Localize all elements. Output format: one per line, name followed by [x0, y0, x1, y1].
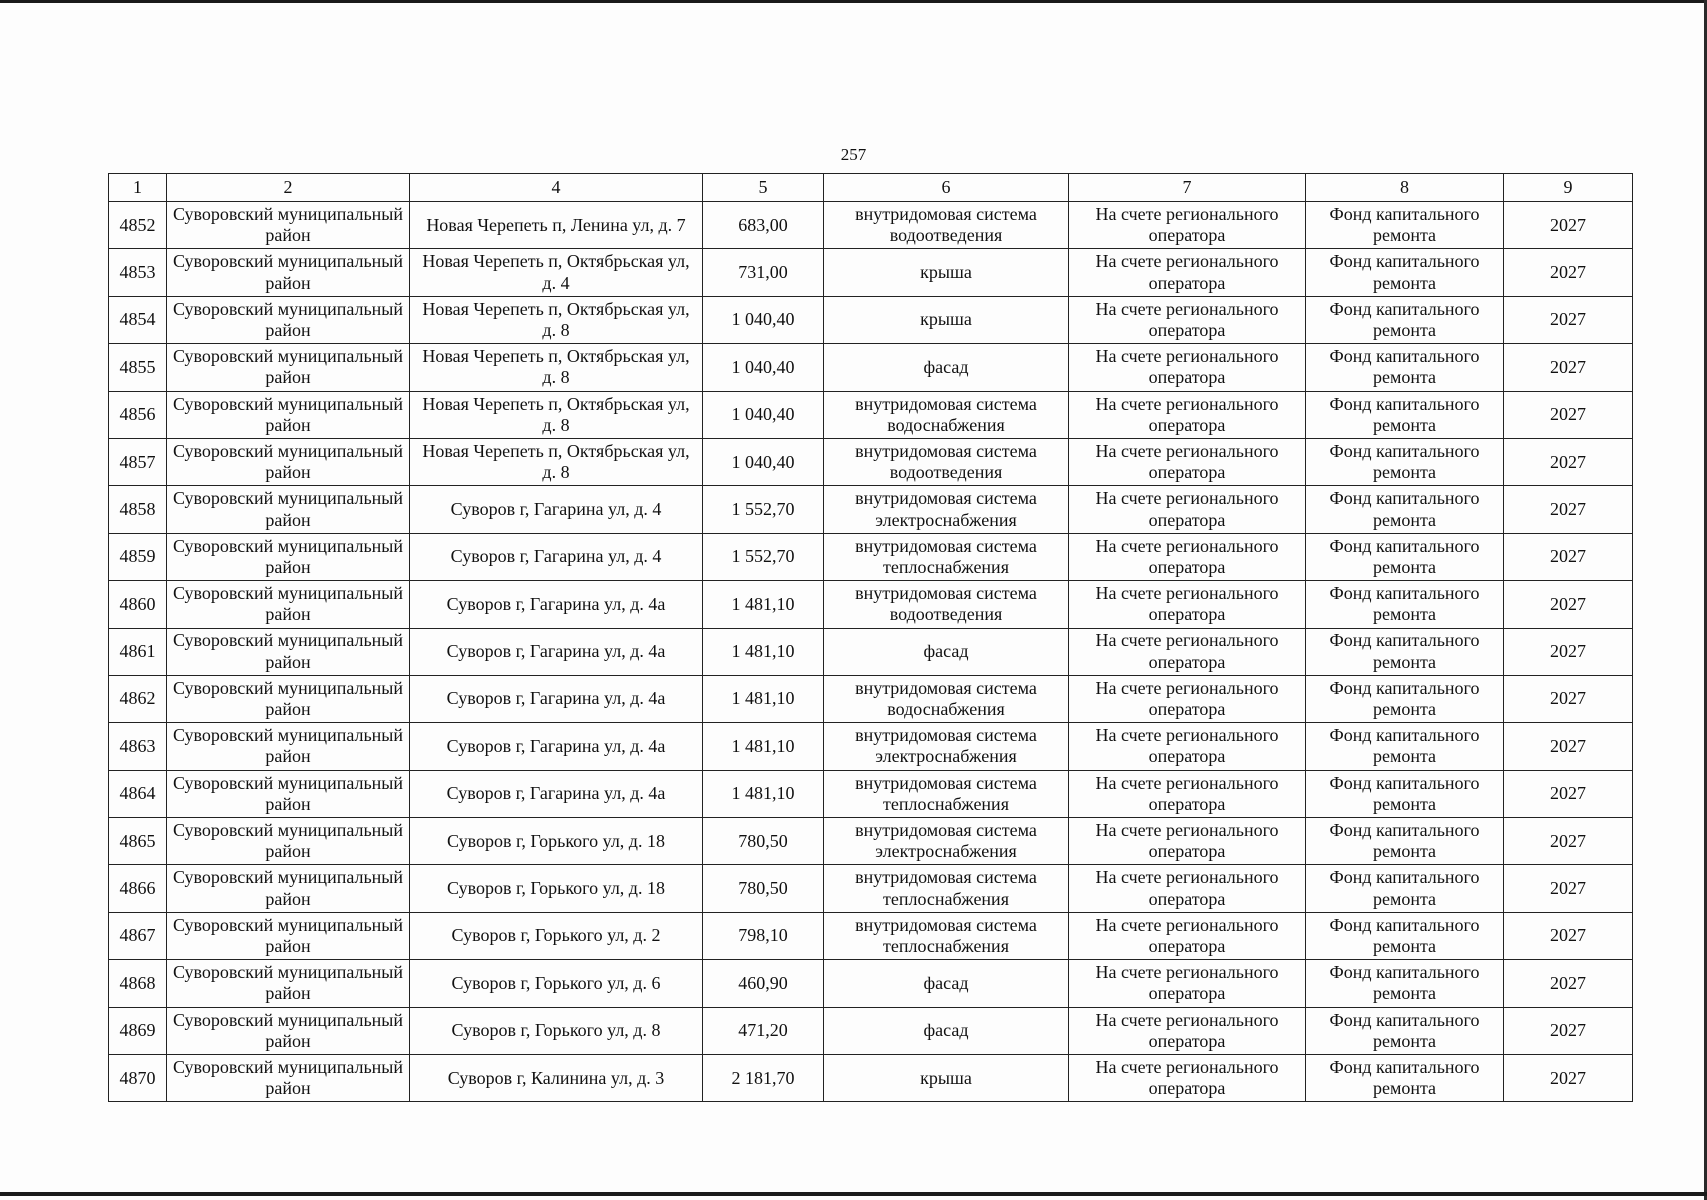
area-cell: 1 481,10 — [703, 628, 824, 675]
column-header: 9 — [1504, 174, 1633, 202]
address-cell: Суворов г, Гагарина ул, д. 4а — [410, 581, 703, 628]
address-cell: Суворов г, Горького ул, д. 18 — [410, 818, 703, 865]
funding-source-cell: Фонд капитального ремонта — [1306, 344, 1504, 391]
column-header: 2 — [167, 174, 410, 202]
table-row — [109, 249, 1633, 296]
column-header: 8 — [1306, 174, 1504, 202]
year-cell: 2027 — [1504, 960, 1633, 1007]
table-row — [109, 438, 1633, 485]
account-type-cell: На счете регионального оператора — [1069, 486, 1306, 533]
table-row — [109, 770, 1633, 817]
address-cell: Суворов г, Гагарина ул, д. 4 — [410, 486, 703, 533]
table-row — [109, 960, 1633, 1007]
work-type-cell: внутридомовая система теплоснабжения — [824, 770, 1069, 817]
year-cell: 2027 — [1504, 533, 1633, 580]
work-type-cell: фасад — [824, 344, 1069, 391]
table-row — [109, 865, 1633, 912]
address-cell: Новая Черепеть п, Октябрьская ул, д. 8 — [410, 438, 703, 485]
account-type-cell: На счете регионального оператора — [1069, 628, 1306, 675]
district-cell: Суворовский муниципальный район — [167, 391, 410, 438]
year-cell: 2027 — [1504, 675, 1633, 722]
area-cell: 1 481,10 — [703, 581, 824, 628]
page-number: 257 — [840, 145, 867, 164]
row-number-cell: 4859 — [109, 533, 167, 580]
row-number-cell: 4857 — [109, 438, 167, 485]
table-row — [109, 818, 1633, 865]
row-number-cell: 4868 — [109, 960, 167, 1007]
address-cell: Новая Черепеть п, Октябрьская ул, д. 4 — [410, 249, 703, 296]
table-row — [109, 344, 1633, 391]
address-cell: Новая Черепеть п, Октябрьская ул, д. 8 — [410, 344, 703, 391]
address-cell: Суворов г, Горького ул, д. 2 — [410, 912, 703, 959]
table-row — [109, 1007, 1633, 1054]
funding-source-cell: Фонд капитального ремонта — [1306, 723, 1504, 770]
table-body — [109, 202, 1633, 1102]
account-type-cell: На счете регионального оператора — [1069, 391, 1306, 438]
funding-source-cell: Фонд капитального ремонта — [1306, 202, 1504, 249]
area-cell: 1 040,40 — [703, 296, 824, 343]
area-cell: 683,00 — [703, 202, 824, 249]
account-type-cell: На счете регионального оператора — [1069, 1055, 1306, 1102]
table-row — [109, 675, 1633, 722]
year-cell: 2027 — [1504, 296, 1633, 343]
funding-source-cell: Фонд капитального ремонта — [1306, 770, 1504, 817]
table-row — [109, 1055, 1633, 1102]
row-number-cell: 4854 — [109, 296, 167, 343]
row-number-cell: 4866 — [109, 865, 167, 912]
work-type-cell: внутридомовая система электроснабжения — [824, 486, 1069, 533]
column-header: 4 — [410, 174, 703, 202]
address-cell: Новая Черепеть п, Октябрьская ул, д. 8 — [410, 296, 703, 343]
row-number-cell: 4865 — [109, 818, 167, 865]
year-cell: 2027 — [1504, 628, 1633, 675]
work-type-cell: внутридомовая система электроснабжения — [824, 723, 1069, 770]
area-cell: 471,20 — [703, 1007, 824, 1054]
district-cell: Суворовский муниципальный район — [167, 438, 410, 485]
district-cell: Суворовский муниципальный район — [167, 818, 410, 865]
account-type-cell: На счете регионального оператора — [1069, 344, 1306, 391]
account-type-cell: На счете регионального оператора — [1069, 581, 1306, 628]
district-cell: Суворовский муниципальный район — [167, 533, 410, 580]
scan-border-top — [0, 0, 1707, 3]
area-cell: 1 552,70 — [703, 486, 824, 533]
year-cell: 2027 — [1504, 818, 1633, 865]
district-cell: Суворовский муниципальный район — [167, 628, 410, 675]
address-cell: Новая Черепеть п, Ленина ул, д. 7 — [410, 202, 703, 249]
year-cell: 2027 — [1504, 202, 1633, 249]
year-cell: 2027 — [1504, 1055, 1633, 1102]
row-number-cell: 4870 — [109, 1055, 167, 1102]
funding-source-cell: Фонд капитального ремонта — [1306, 1055, 1504, 1102]
year-cell: 2027 — [1504, 344, 1633, 391]
table-row — [109, 912, 1633, 959]
account-type-cell: На счете регионального оператора — [1069, 912, 1306, 959]
year-cell: 2027 — [1504, 486, 1633, 533]
funding-source-cell: Фонд капитального ремонта — [1306, 1007, 1504, 1054]
area-cell: 1 040,40 — [703, 344, 824, 391]
work-type-cell: внутридомовая система водоснабжения — [824, 675, 1069, 722]
account-type-cell: На счете регионального оператора — [1069, 202, 1306, 249]
year-cell: 2027 — [1504, 249, 1633, 296]
account-type-cell: На счете регионального оператора — [1069, 533, 1306, 580]
funding-source-cell: Фонд капитального ремонта — [1306, 818, 1504, 865]
work-type-cell: крыша — [824, 1055, 1069, 1102]
funding-source-cell: Фонд капитального ремонта — [1306, 675, 1504, 722]
account-type-cell: На счете регионального оператора — [1069, 296, 1306, 343]
funding-source-cell: Фонд капитального ремонта — [1306, 486, 1504, 533]
funding-source-cell: Фонд капитального ремонта — [1306, 391, 1504, 438]
scan-border-bottom — [0, 1192, 1707, 1196]
area-cell: 780,50 — [703, 818, 824, 865]
work-type-cell: внутридомовая система водоотведения — [824, 202, 1069, 249]
area-cell: 460,90 — [703, 960, 824, 1007]
district-cell: Суворовский муниципальный район — [167, 912, 410, 959]
area-cell: 780,50 — [703, 865, 824, 912]
year-cell: 2027 — [1504, 770, 1633, 817]
year-cell: 2027 — [1504, 391, 1633, 438]
work-type-cell: внутридомовая система теплоснабжения — [824, 865, 1069, 912]
address-cell: Суворов г, Гагарина ул, д. 4а — [410, 675, 703, 722]
year-cell: 2027 — [1504, 581, 1633, 628]
funding-source-cell: Фонд капитального ремонта — [1306, 960, 1504, 1007]
work-type-cell: внутридомовая система электроснабжения — [824, 818, 1069, 865]
district-cell: Суворовский муниципальный район — [167, 202, 410, 249]
district-cell: Суворовский муниципальный район — [167, 675, 410, 722]
funding-source-cell: Фонд капитального ремонта — [1306, 581, 1504, 628]
funding-source-cell: Фонд капитального ремонта — [1306, 249, 1504, 296]
year-cell: 2027 — [1504, 1007, 1633, 1054]
work-type-cell: внутридомовая система теплоснабжения — [824, 533, 1069, 580]
account-type-cell: На счете регионального оператора — [1069, 1007, 1306, 1054]
district-cell: Суворовский муниципальный район — [167, 960, 410, 1007]
work-type-cell: внутридомовая система водоснабжения — [824, 391, 1069, 438]
district-cell: Суворовский муниципальный район — [167, 865, 410, 912]
account-type-cell: На счете регионального оператора — [1069, 960, 1306, 1007]
work-type-cell: крыша — [824, 249, 1069, 296]
district-cell: Суворовский муниципальный район — [167, 1007, 410, 1054]
row-number-cell: 4856 — [109, 391, 167, 438]
work-type-cell: крыша — [824, 296, 1069, 343]
work-type-cell: внутридомовая система водоотведения — [824, 581, 1069, 628]
funding-source-cell: Фонд капитального ремонта — [1306, 865, 1504, 912]
table-row — [109, 723, 1633, 770]
year-cell: 2027 — [1504, 723, 1633, 770]
district-cell: Суворовский муниципальный район — [167, 723, 410, 770]
work-type-cell: фасад — [824, 960, 1069, 1007]
district-cell: Суворовский муниципальный район — [167, 296, 410, 343]
row-number-cell: 4869 — [109, 1007, 167, 1054]
address-cell: Суворов г, Горького ул, д. 8 — [410, 1007, 703, 1054]
table-row — [109, 628, 1633, 675]
address-cell: Суворов г, Горького ул, д. 18 — [410, 865, 703, 912]
column-header: 5 — [703, 174, 824, 202]
table-row — [109, 202, 1633, 249]
area-cell: 1 481,10 — [703, 770, 824, 817]
funding-source-cell: Фонд капитального ремонта — [1306, 912, 1504, 959]
district-cell: Суворовский муниципальный район — [167, 249, 410, 296]
work-type-cell: внутридомовая система теплоснабжения — [824, 912, 1069, 959]
work-type-cell: фасад — [824, 1007, 1069, 1054]
area-cell: 1 552,70 — [703, 533, 824, 580]
district-cell: Суворовский муниципальный район — [167, 1055, 410, 1102]
area-cell: 731,00 — [703, 249, 824, 296]
column-header: 7 — [1069, 174, 1306, 202]
area-cell: 2 181,70 — [703, 1055, 824, 1102]
funding-source-cell: Фонд капитального ремонта — [1306, 296, 1504, 343]
district-cell: Суворовский муниципальный район — [167, 770, 410, 817]
account-type-cell: На счете регионального оператора — [1069, 249, 1306, 296]
row-number-cell: 4867 — [109, 912, 167, 959]
account-type-cell: На счете регионального оператора — [1069, 438, 1306, 485]
year-cell: 2027 — [1504, 438, 1633, 485]
funding-source-cell: Фонд капитального ремонта — [1306, 533, 1504, 580]
column-number-row — [109, 174, 1633, 202]
row-number-cell: 4862 — [109, 675, 167, 722]
district-cell: Суворовский муниципальный район — [167, 581, 410, 628]
area-cell: 1 481,10 — [703, 675, 824, 722]
account-type-cell: На счете регионального оператора — [1069, 675, 1306, 722]
account-type-cell: На счете регионального оператора — [1069, 723, 1306, 770]
district-cell: Суворовский муниципальный район — [167, 486, 410, 533]
year-cell: 2027 — [1504, 865, 1633, 912]
district-cell: Суворовский муниципальный район — [167, 344, 410, 391]
table-row — [109, 486, 1633, 533]
area-cell: 798,10 — [703, 912, 824, 959]
row-number-cell: 4852 — [109, 202, 167, 249]
address-cell: Суворов г, Горького ул, д. 6 — [410, 960, 703, 1007]
table-row — [109, 296, 1633, 343]
year-cell: 2027 — [1504, 912, 1633, 959]
table-row — [109, 533, 1633, 580]
work-type-cell: внутридомовая система водоотведения — [824, 438, 1069, 485]
address-cell: Суворов г, Гагарина ул, д. 4а — [410, 628, 703, 675]
area-cell: 1 040,40 — [703, 391, 824, 438]
row-number-cell: 4864 — [109, 770, 167, 817]
funding-source-cell: Фонд капитального ремонта — [1306, 438, 1504, 485]
area-cell: 1 040,40 — [703, 438, 824, 485]
register-table — [108, 173, 1633, 1102]
row-number-cell: 4863 — [109, 723, 167, 770]
row-number-cell: 4853 — [109, 249, 167, 296]
row-number-cell: 4860 — [109, 581, 167, 628]
column-header: 6 — [824, 174, 1069, 202]
address-cell: Суворов г, Калинина ул, д. 3 — [410, 1055, 703, 1102]
account-type-cell: На счете регионального оператора — [1069, 818, 1306, 865]
work-type-cell: фасад — [824, 628, 1069, 675]
address-cell: Суворов г, Гагарина ул, д. 4а — [410, 723, 703, 770]
area-cell: 1 481,10 — [703, 723, 824, 770]
column-header: 1 — [109, 174, 167, 202]
row-number-cell: 4861 — [109, 628, 167, 675]
table-row — [109, 391, 1633, 438]
address-cell: Новая Черепеть п, Октябрьская ул, д. 8 — [410, 391, 703, 438]
address-cell: Суворов г, Гагарина ул, д. 4а — [410, 770, 703, 817]
funding-source-cell: Фонд капитального ремонта — [1306, 628, 1504, 675]
address-cell: Суворов г, Гагарина ул, д. 4 — [410, 533, 703, 580]
account-type-cell: На счете регионального оператора — [1069, 865, 1306, 912]
row-number-cell: 4855 — [109, 344, 167, 391]
account-type-cell: На счете регионального оператора — [1069, 770, 1306, 817]
table-row — [109, 581, 1633, 628]
row-number-cell: 4858 — [109, 486, 167, 533]
